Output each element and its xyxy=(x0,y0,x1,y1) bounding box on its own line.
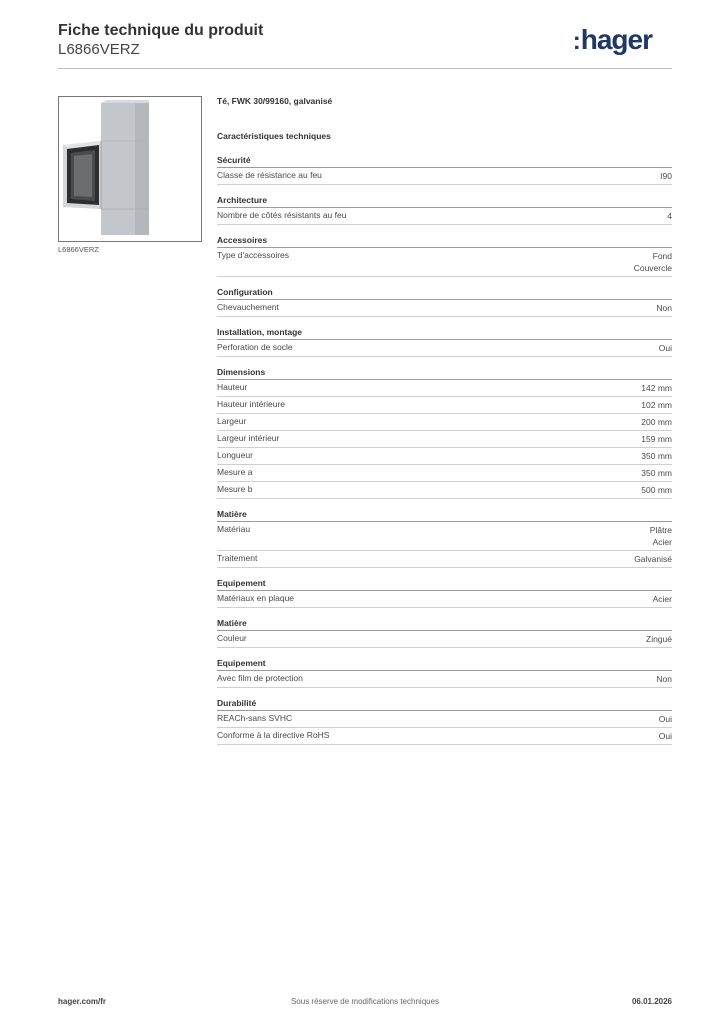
spec-row xyxy=(217,631,672,648)
spec-label: Hauteur intérieure xyxy=(217,399,286,409)
spec-section xyxy=(217,195,672,225)
spec-value-line: 500 mm xyxy=(641,485,672,495)
footer-site: hager.com/fr xyxy=(58,997,107,1006)
spec-label: Matériaux en plaque xyxy=(217,593,295,603)
spec-value-line: Zingué xyxy=(646,634,672,644)
spec-row xyxy=(217,248,672,277)
spec-value-line: 159 mm xyxy=(641,434,672,444)
page-header xyxy=(58,20,672,70)
spec-section xyxy=(217,578,672,608)
spec-label: REACh-sans SVHC xyxy=(217,713,293,723)
spec-value xyxy=(653,593,672,605)
spec-value-line: 200 mm xyxy=(641,417,672,427)
section-heading: Matière xyxy=(217,509,672,522)
spec-value xyxy=(659,342,672,354)
spec-label: Nombre de côtés résistants au feu xyxy=(217,210,347,220)
spec-row xyxy=(217,380,672,397)
spec-value-line: 142 mm xyxy=(641,383,672,393)
spec-value xyxy=(641,399,672,411)
spec-value-line: 102 mm xyxy=(641,400,672,410)
spec-section xyxy=(217,327,672,357)
spec-value-line: Oui xyxy=(658,343,672,353)
spec-label: Mesure b xyxy=(217,484,253,494)
spec-value-line: Fond xyxy=(652,251,672,261)
spec-section xyxy=(217,698,672,745)
spec-label: Classe de résistance au feu xyxy=(217,170,322,180)
spec-value-line: 350 mm xyxy=(641,451,672,461)
spec-section xyxy=(217,658,672,688)
spec-row xyxy=(217,482,672,499)
section-heading: Architecture xyxy=(217,195,672,208)
product-image-caption: L6866VERZ xyxy=(58,245,99,254)
logo-text: hager xyxy=(580,24,652,55)
spec-section xyxy=(217,155,672,185)
spec-value xyxy=(641,484,672,496)
spec-value xyxy=(641,467,672,479)
spec-label: Perforation de socle xyxy=(217,342,293,352)
spec-label: Mesure a xyxy=(217,467,253,477)
spec-value-line: Non xyxy=(656,674,672,684)
spec-section xyxy=(217,509,672,568)
spec-value xyxy=(659,730,672,742)
spec-value-line: Oui xyxy=(658,714,672,724)
spec-sections xyxy=(217,155,672,745)
spec-value-line: 350 mm xyxy=(641,468,672,478)
spec-value xyxy=(634,250,672,274)
header-divider xyxy=(58,68,672,69)
spec-label: Type d'accessoires xyxy=(217,250,290,260)
section-heading: Accessoires xyxy=(217,235,672,248)
spec-label: Traitement xyxy=(217,553,258,563)
spec-value xyxy=(667,210,672,222)
spec-label: Largeur xyxy=(217,416,247,426)
section-heading: Configuration xyxy=(217,287,672,300)
spec-label: Avec film de protection xyxy=(217,673,303,683)
spec-value xyxy=(641,416,672,428)
tee-duct-product-icon xyxy=(59,97,201,241)
spec-value-line: Couvercle xyxy=(633,263,672,273)
spec-label: Hauteur xyxy=(217,382,248,392)
footer-date: 06.01.2026 xyxy=(631,997,672,1006)
spec-value xyxy=(660,170,672,182)
spec-label: Chevauchement xyxy=(217,302,279,312)
product-image xyxy=(58,96,202,242)
spec-row xyxy=(217,414,672,431)
spec-title: Caractéristiques techniques xyxy=(217,131,331,141)
spec-row xyxy=(217,300,672,317)
spec-value xyxy=(656,302,672,314)
spec-label: Matériau xyxy=(217,524,251,534)
spec-value-line: Acier xyxy=(652,537,672,547)
logo-dots-icon: : xyxy=(572,28,580,55)
spec-label: Conforme à la directive RoHS xyxy=(217,730,330,740)
section-heading: Sécurité xyxy=(217,155,672,168)
spec-section xyxy=(217,367,672,499)
footer-notice: Sous réserve de modifications techniques xyxy=(290,997,440,1006)
spec-value-line: Non xyxy=(656,303,672,313)
spec-value xyxy=(641,450,672,462)
spec-row xyxy=(217,671,672,688)
product-reference: L6866VERZ xyxy=(58,41,140,58)
spec-value-line: Acier xyxy=(652,594,672,604)
spec-section xyxy=(217,287,672,317)
spec-section xyxy=(217,618,672,648)
spec-value xyxy=(641,433,672,445)
spec-value xyxy=(646,633,672,645)
spec-label: Largeur intérieur xyxy=(217,433,280,443)
spec-row xyxy=(217,591,672,608)
spec-value xyxy=(650,524,672,548)
section-heading: Equipement xyxy=(217,578,672,591)
spec-section xyxy=(217,235,672,277)
spec-row xyxy=(217,711,672,728)
hager-logo xyxy=(573,24,652,56)
spec-row xyxy=(217,431,672,448)
spec-value-line: Plâtre xyxy=(649,525,672,535)
section-heading: Installation, montage xyxy=(217,327,672,340)
section-heading: Dimensions xyxy=(217,367,672,380)
spec-row xyxy=(217,168,672,185)
spec-panel xyxy=(217,96,672,745)
spec-row xyxy=(217,208,672,225)
section-heading: Durabilité xyxy=(217,698,672,711)
section-heading: Equipement xyxy=(217,658,672,671)
product-description: Té, FWK 30/99160, galvanisé xyxy=(217,96,333,106)
spec-row xyxy=(217,551,672,568)
spec-row xyxy=(217,397,672,414)
document-title: Fiche technique du produit xyxy=(58,22,264,39)
spec-value-line: Galvanisé xyxy=(634,554,672,564)
spec-row xyxy=(217,340,672,357)
spec-row xyxy=(217,448,672,465)
spec-value-line: 4 xyxy=(667,211,672,221)
spec-value xyxy=(634,553,672,565)
spec-value xyxy=(641,382,672,394)
section-heading: Matière xyxy=(217,618,672,631)
spec-row xyxy=(217,465,672,482)
spec-label: Couleur xyxy=(217,633,247,643)
spec-value xyxy=(656,673,672,685)
spec-label: Longueur xyxy=(217,450,253,460)
spec-row xyxy=(217,522,672,551)
spec-value xyxy=(659,713,672,725)
spec-value-line: Oui xyxy=(658,731,672,741)
spec-value-line: I90 xyxy=(660,171,672,181)
spec-row xyxy=(217,728,672,745)
